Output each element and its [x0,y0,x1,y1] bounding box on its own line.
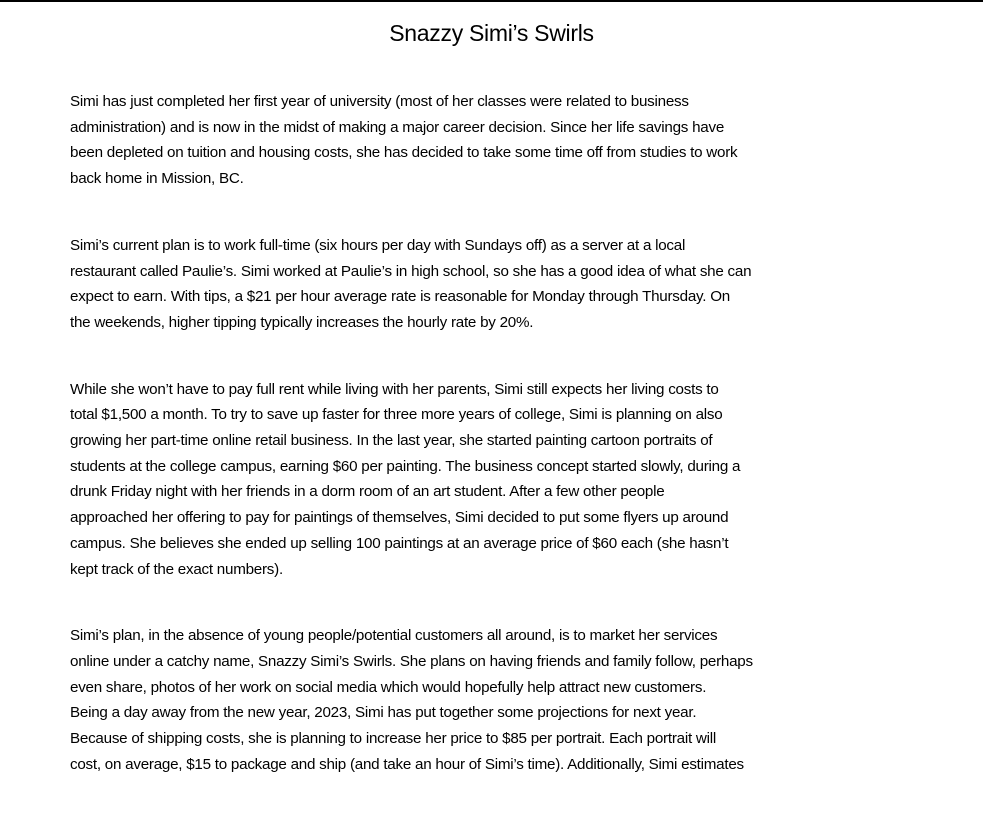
paragraph-line: Simi has just completed her first year of university (most of her classes were related to business [70,93,689,110]
paragraph-line: Simi’s current plan is to work full-time (six hours per day with Sundays off) as a server at a local [70,236,686,254]
paragraph-line: campus. She believes she ended up selling 100 paintings at an average price of $60 each (she hasn’t [70,534,729,552]
page-top-border [0,0,983,2]
paragraph-line: Simi’s plan, in the absence of young people/potential customers all around, is to market her services [70,627,718,645]
paragraph-line: restaurant called Paulie’s. Simi worked at Paulie’s in high school, so she has a good idea of what she can [70,262,752,280]
document-title: Snazzy Simi’s Swirls [389,20,594,46]
paragraph-line: online under a catchy name, Snazzy Simi’s Swirls. She plans on having friends and family follow, perhaps [70,652,753,670]
paragraph-line: kept track of the exact numbers). [70,560,283,578]
paragraph-line: Being a day away from the new year, 2023, Simi has put together some projections for next year. [70,704,697,722]
paragraph [70,233,930,336]
paragraph-line: cost, on average, $15 to package and ship (and take an hour of Simi’s time). Additionally, Simi estimates [70,755,744,773]
paragraph-line: back home in Mission, BC. [70,170,244,188]
paragraph-line: growing her part-time online retail business. In the last year, she started painting cartoon portraits of [70,432,713,450]
paragraph-line: expect to earn. With tips, a $21 per hour average rate is reasonable for Monday through Thursday. On [70,288,730,306]
paragraph [70,89,930,192]
document-body [70,89,930,818]
paragraph-line: administration) and is now in the midst of making a major career decision. Since her life savings have [70,118,725,136]
paragraph-line: While she won’t have to pay full rent while living with her parents, Simi still expects her living costs to [70,380,719,398]
paragraph [70,623,930,777]
paragraph-line: drunk Friday night with her friends in a dorm room of an art student. After a few other people [70,483,665,501]
paragraph-line: even share, photos of her work on social media which would hopefully help attract new customers. [70,678,707,696]
paragraph-line: the weekends, higher tipping typically increases the hourly rate by 20%. [70,313,534,331]
paragraph-line: been depleted on tuition and housing costs, she has decided to take some time off from studies to work [70,144,738,162]
paragraph-line: students at the college campus, earning $60 per painting. The business concept started slowly, during a [70,457,741,475]
paragraph-line: approached her offering to pay for paintings of themselves, Simi decided to put some flyers up around [70,509,729,527]
paragraph [70,377,930,583]
paragraph-line: total $1,500 a month. To try to save up faster for three more years of college, Simi is planning on also [70,406,723,424]
paragraph-line: Because of shipping costs, she is planning to increase her price to $85 per portrait. Each portrait will [70,730,716,748]
